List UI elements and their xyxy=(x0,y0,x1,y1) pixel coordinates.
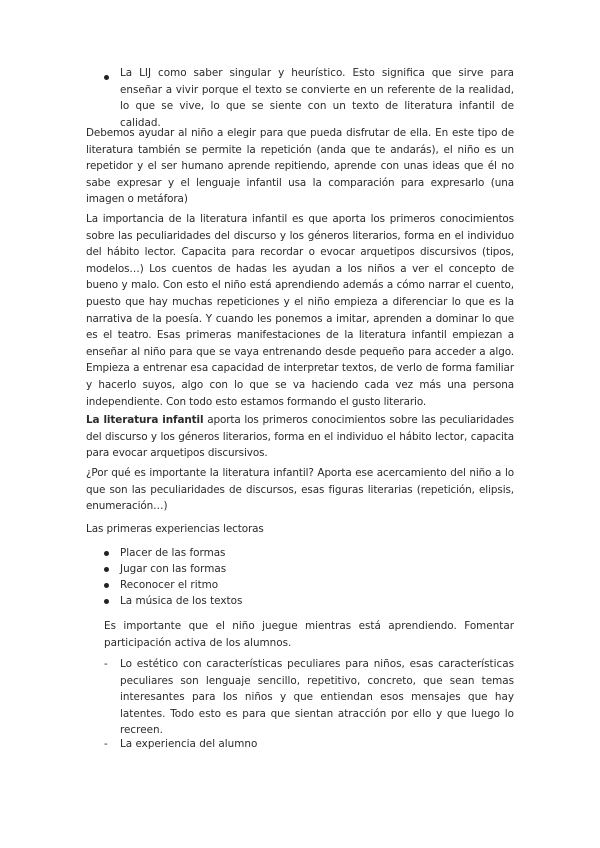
top-bullet-text: La LIJ como saber singular y heurístico. Esto significa que sirve para enseñar a vivir porque el texto se convierte en un referente de la realidad, lo que se vive, lo que se siente con un texto de literatura infantil de calidad. xyxy=(120,67,514,129)
bullet-icon xyxy=(104,551,109,556)
paragraph-3-text: aporta los primeros conocimientos sobre las peculiaridades del discurso y los géneros literarios, forma en el individuo el hábito lector, capacita para evocar arquetipos discursivos. xyxy=(86,414,514,460)
bullet-icon xyxy=(104,583,109,588)
paragraph-3 xyxy=(86,412,514,462)
dash-marker: - xyxy=(104,658,108,670)
paragraph-2: La importancia de la literatura infantil es que aporta los primeros conocimientos sobre las peculiaridades del discurso y los géneros literarios, forma en el individuo del hábito lector. Capacita para recordar o evocar arquetipos discursivos (tipos, modelos…) Los cuentos de hadas les ayudan a los niños a ver el concepto de bueno y malo. Con esto el niño está aprendiendo además a cómo narrar el cuento, puesto que hay muchas repeticiones y el niño empieza a diferenciar lo que es la narrativa de la poesía. Y cuando les ponemos a imitar, aprenden a dominar lo que es el teatro. Esas primeras manifestaciones de la literatura infantil empiezan a enseñar al niño para que se vaya entrenando desde pequeño para acceder a algo. Empieza a entrenar esa capacidad de interpretar textos, de verlo de forma familiar y hacerlo suyos, algo con lo que se va haciendo cada vez más una persona independiente. Con todo esto estamos formando el gusto literario. xyxy=(86,213,514,408)
dash-item-1: Lo estético con características peculiares para niños, esas características peculiares son lenguaje sencillo, repetitivo, concreto, que sean temas interesantes para los niños y que entiendan esos mensajes que hay latentes. Todo esto es para que sientan atracción por ello y que luego lo recreen. xyxy=(120,658,514,737)
list-item: La música de los textos xyxy=(120,595,243,607)
paragraph-4: ¿Por qué es importante la literatura infantil? Aporta ese acercamiento del niño a lo que son las peculiaridades de discursos, esas figuras literarias (repetición, elipsis, enumeración…) xyxy=(86,467,514,513)
bullet-icon xyxy=(104,599,109,604)
list-item: Jugar con las formas xyxy=(120,563,227,575)
bullet-icon xyxy=(104,75,109,80)
bullet-icon xyxy=(104,567,109,572)
paragraph-5: Las primeras experiencias lectoras xyxy=(86,523,264,535)
list-item: Placer de las formas xyxy=(120,547,226,559)
paragraph-3-bold: La literatura infantil xyxy=(86,414,204,426)
list-item: Reconocer el ritmo xyxy=(120,579,219,591)
paragraph-1: Debemos ayudar al niño a elegir para que pueda disfrutar de ella. En este tipo de literatura también se permite la repetición (anda que te andarás), el niño es un repetidor y el ser humano aprende repitiendo, aprende con unas ideas que él no sabe expresar y el lenguaje infantil usa la comparación para expresarlo (una imagen o metáfora) xyxy=(86,127,514,206)
paragraph-6: Es importante que el niño juegue mientras está aprendiendo. Fomentar participación activa de los alumnos. xyxy=(104,620,514,649)
dash-item-2: La experiencia del alumno xyxy=(120,738,258,750)
dash-marker: - xyxy=(104,738,108,750)
